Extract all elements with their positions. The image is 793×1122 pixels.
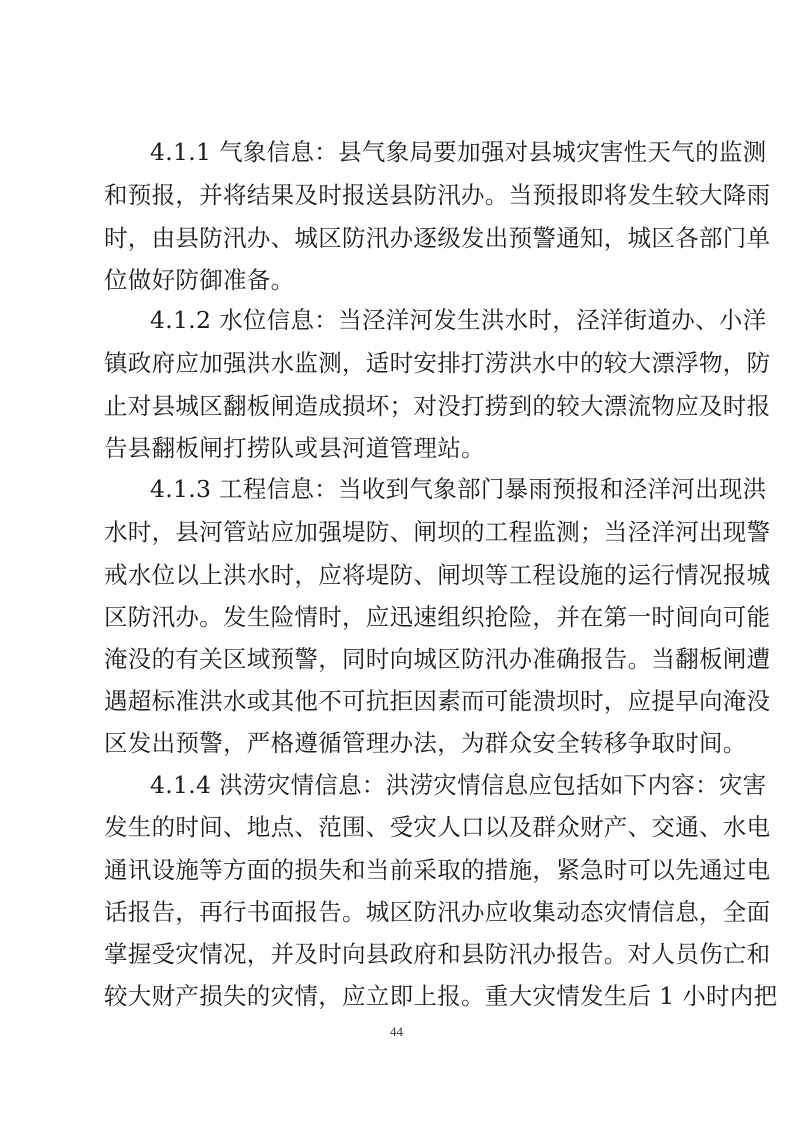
paragraph-line: 区防汛办。发生险情时，应迅速组织抢险，并在第一时间向可能	[104, 603, 771, 631]
paragraph-line: 遇超标准洪水或其他不可抗拒因素而可能溃坝时，应提早向淹没	[104, 687, 771, 715]
paragraph-line: 镇政府应加强洪水监测，适时安排打涝洪水中的较大漂浮物，防	[104, 349, 771, 377]
paragraph-line: 掌握受灾情况，并及时向县政府和县防汛办报告。对人员伤亡和	[104, 940, 771, 968]
paragraph-line: 4.1.1 气象信息：县气象局要加强对县城灾害性天气的监测	[150, 138, 767, 166]
paragraph-line: 话报告，再行书面报告。城区防汛办应收集动态灾情信息，全面	[104, 898, 771, 926]
paragraph-line: 戒水位以上洪水时，应将堤防、闸坝等工程设施的运行情况报城	[104, 561, 771, 589]
paragraph-line: 区发出预警，严格遵循管理办法，为群众安全转移争取时间。	[104, 729, 747, 757]
paragraph-line: 位做好防御准备。	[104, 266, 295, 294]
paragraph-line: 通讯设施等方面的损失和当前采取的措施，紧急时可以先通过电	[104, 856, 771, 884]
paragraph-line: 告县翻板闸打捞队或县河道管理站。	[104, 434, 485, 462]
paragraph-line: 4.1.3 工程信息：当收到气象部门暴雨预报和泾洋河出现洪	[150, 475, 767, 503]
paragraph-line: 和预报，并将结果及时报送县防汛办。当预报即将发生较大降雨	[104, 181, 771, 209]
paragraph-line: 时，由县防汛办、城区防汛办逐级发出预警通知，城区各部门单	[104, 224, 771, 252]
paragraph-line: 水时，县河管站应加强堤防、闸坝的工程监测；当泾洋河出现警	[104, 518, 771, 546]
paragraph-line: 发生的时间、地点、范围、受灾人口以及群众财产、交通、水电	[104, 813, 771, 841]
paragraph-line: 止对县城区翻板闸造成损坏；对没打捞到的较大漂流物应及时报	[104, 392, 771, 420]
paragraph-line: 淹没的有关区域预警，同时向城区防汛办准确报告。当翻板闸遭	[104, 645, 771, 673]
paragraph-line: 4.1.2 水位信息：当泾洋河发生洪水时，泾洋街道办、小洋	[150, 306, 767, 334]
page-number: 44	[390, 1024, 403, 1039]
paragraph-line: 4.1.4 洪涝灾情信息：洪涝灾情信息应包括如下内容：灾害	[150, 771, 767, 799]
paragraph-line: 较大财产损失的灾情，应立即上报。重大灾情发生后 1 小时内把	[104, 982, 778, 1010]
